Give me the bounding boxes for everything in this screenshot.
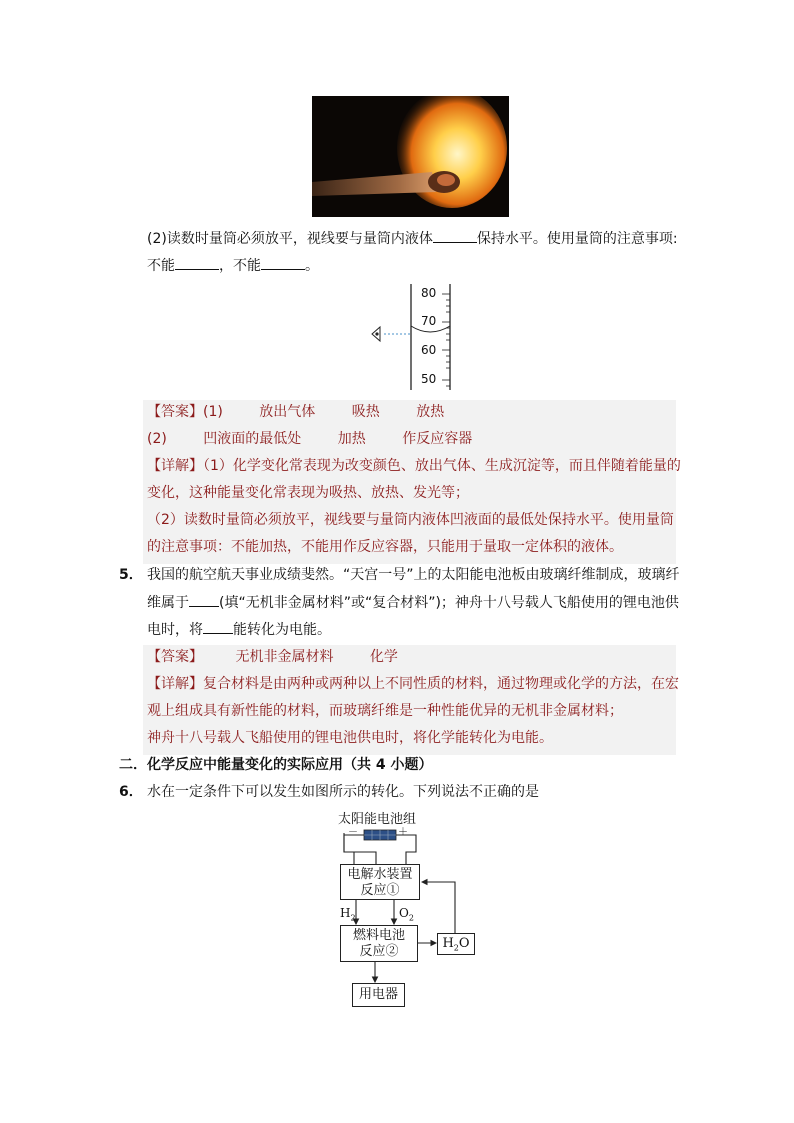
cylinder-tick-label: 80	[421, 286, 437, 300]
h2-label: $H_2$	[340, 906, 356, 923]
question-number: 6．	[119, 784, 143, 800]
match-flame-photo	[312, 96, 509, 217]
positive-terminal-label: ＋	[398, 827, 408, 838]
answer-item: 加热	[337, 431, 366, 447]
answer-item: 无机非金属材料	[235, 649, 334, 665]
answer-item: 凹液面的最低处	[203, 431, 302, 447]
fuel-cell-box	[340, 925, 418, 962]
answer-index: (1)	[203, 404, 223, 420]
water-box: $H_2O$	[437, 933, 475, 955]
q4-answer-line2	[147, 429, 472, 449]
answer-tag: 【答案】	[147, 649, 203, 665]
q5-text: (填“无机非金属材料”或“复合材料”)；神舟十八号载人飞船使用的锂电池供	[219, 595, 679, 611]
q5-answer-line	[147, 647, 398, 667]
detail-tag: 【详解】	[147, 458, 203, 474]
q5-line2	[147, 592, 679, 613]
detail-text: 复合材料是由两种或两种以上不同性质的材料，通过物理或化学的方法，在宏	[203, 676, 679, 692]
answer-item: 吸热	[351, 404, 380, 420]
answer-blank	[189, 592, 219, 607]
detail-text: 观上组成具有新性能的材料，而玻璃纤维是一种性能优异的无机非金属材料；	[147, 703, 623, 719]
water-cycle-diagram	[330, 806, 480, 1011]
q4-part2-text: 。	[305, 258, 319, 274]
q5-detail-line1	[147, 674, 679, 694]
detail-text: （2）读数时量筒必须放平，视线要与量筒内液体凹液面的最低处保持水平。使用量筒	[147, 512, 674, 528]
q4-detail-line1	[147, 456, 681, 476]
q5-line3	[147, 619, 331, 640]
detail-tag: 【详解】	[147, 676, 203, 692]
section-heading: 二．化学反应中能量变化的实际应用（共 4 小题）	[119, 757, 433, 773]
graduated-cylinder-figure	[364, 282, 464, 392]
electrolysis-label: 电解水装置	[347, 867, 413, 882]
answer-item: 放热	[416, 404, 445, 420]
q4-part2-text: (2)读数时量筒必须放平，视线要与量筒内液体	[147, 231, 433, 247]
answer-index: (2)	[147, 431, 167, 447]
answer-item: 放出气体	[259, 404, 316, 420]
q6-text: 水在一定条件下可以发生如图所示的转化。下列说法不正确的是	[147, 784, 539, 800]
detail-text: （1）化学变化常表现为改变颜色、放出气体、生成沉淀等，而且伴随着能量的	[203, 458, 681, 474]
q5-text: 我国的航空航天事业成绩斐然。“天宫一号”上的太阳能电池板由玻璃纤维制成，玻璃纤	[147, 567, 680, 583]
answer-blank	[203, 619, 233, 634]
q5-text: 能转化为电能。	[233, 622, 331, 638]
electrolysis-box	[340, 864, 420, 900]
negative-terminal-label: －	[348, 827, 358, 838]
reaction-1-label: 反应①	[360, 883, 400, 898]
graduated-cylinder-svg	[364, 282, 464, 392]
detail-text: 变化，这种能量变化常表现为吸热、放热、发光等；	[147, 485, 469, 501]
detail-text: 神舟十八号载人飞船使用的锂电池供电时，将化学能转化为电能。	[147, 730, 553, 746]
reaction-2-label: 反应②	[359, 944, 399, 959]
q4-part2-line1	[147, 228, 678, 249]
q5-text: 电时，将	[147, 622, 203, 638]
q4-part2-text: 不能	[147, 258, 175, 274]
q4-part2-text: ，不能	[219, 258, 261, 274]
question-number: 5．	[119, 567, 143, 583]
answer-item: 作反应容器	[402, 431, 473, 447]
cylinder-tick-label: 50	[421, 372, 437, 386]
solar-battery-label: 太阳能电池组	[338, 812, 417, 827]
cylinder-tick-label: 60	[421, 343, 437, 357]
answer-item: 化学	[369, 649, 398, 665]
fuel-cell-label: 燃料电池	[352, 928, 405, 943]
answer-blank	[175, 255, 219, 270]
answer-blank	[433, 228, 477, 243]
answer-blank	[261, 255, 305, 270]
appliance-box: 用电器	[352, 983, 405, 1007]
cylinder-tick-label: 70	[421, 314, 437, 328]
o2-label: $O_2$	[399, 906, 414, 923]
answer-tag: 【答案】	[147, 404, 203, 420]
detail-text: 的注意事项：不能加热，不能用作反应容器，只能用于量取一定体积的液体。	[147, 539, 623, 555]
q4-answer-line1	[147, 402, 444, 422]
q4-part2-line2	[147, 255, 319, 276]
q5-text: 维属于	[147, 595, 189, 611]
q4-part2-text: 保持水平。使用量筒的注意事项:	[476, 231, 678, 247]
